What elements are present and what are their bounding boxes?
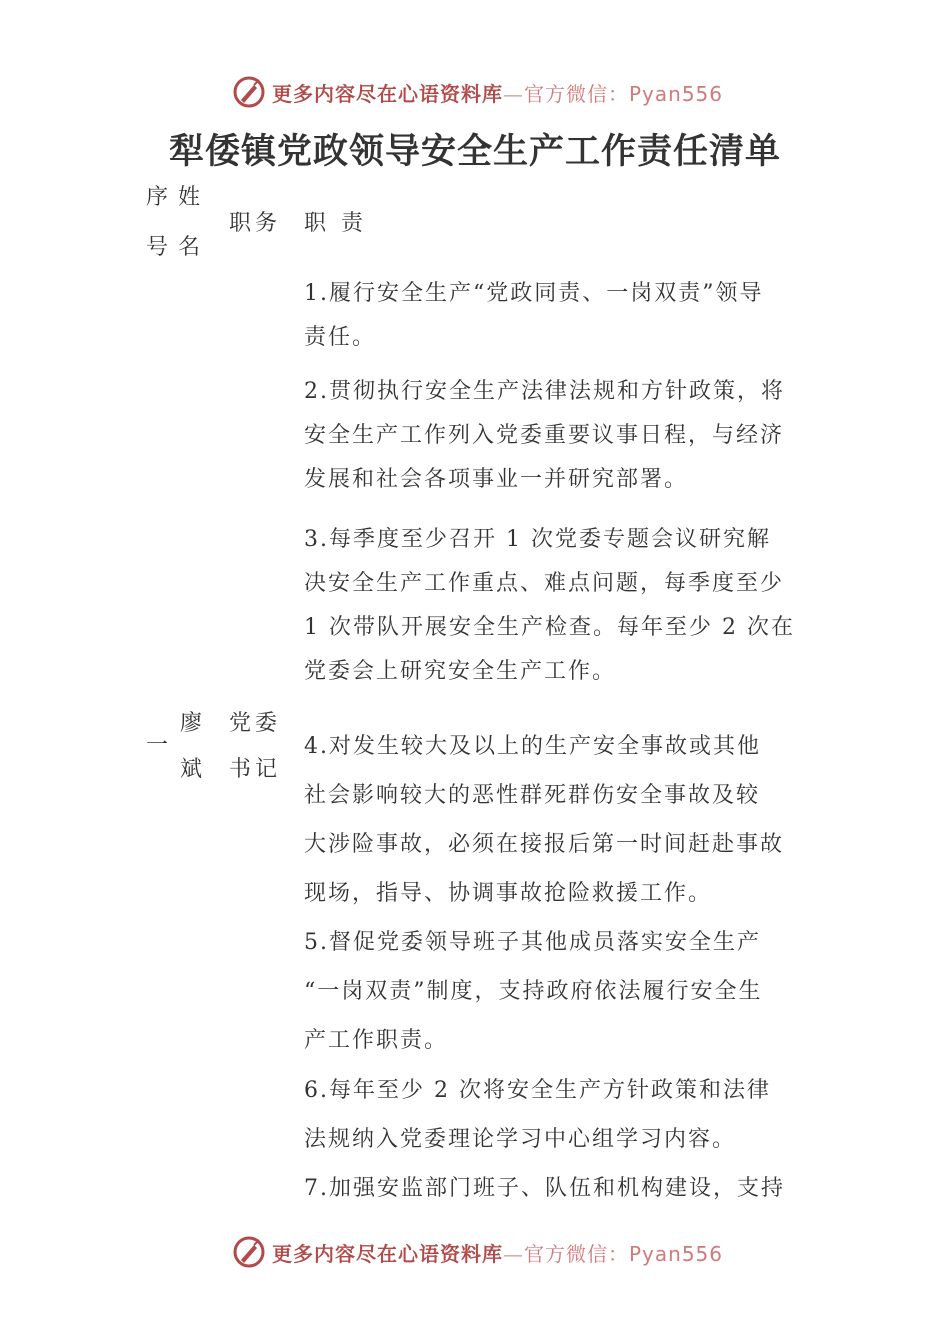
- watermark-contact: 官方微信：Pyan556: [524, 81, 724, 106]
- duty-7-line-1: 7.加强安监部门班子、队伍和机构建设，支持: [304, 1176, 785, 1201]
- header-name-bottom: 名: [178, 235, 205, 260]
- duty-6-line-2: 法规纳入党委理论学习中心组学习内容。: [304, 1127, 737, 1152]
- duty-item-2: [304, 370, 824, 502]
- duty-1-line-2: 责任。: [304, 325, 377, 350]
- pen-logo-icon: [232, 75, 266, 109]
- watermark-text: [272, 78, 723, 107]
- duty-item-1: [304, 272, 824, 360]
- duty-4-line-1: 4.对发生较大及以上的生产安全事故或其他: [304, 734, 761, 759]
- row-position-bottom: 书记: [229, 757, 282, 782]
- duty-5-line-3: 产工作职责。: [304, 1028, 449, 1053]
- duty-4-line-3: 大涉险事故，必须在接报后第一时间赶赴事故: [304, 832, 785, 857]
- watermark-separator: —: [503, 81, 524, 106]
- document-title: 犁倭镇党政领导安全生产工作责任清单: [168, 132, 781, 172]
- pen-logo-icon: [232, 1235, 266, 1269]
- duty-item-3: [304, 518, 824, 694]
- row-name-bottom: 斌: [180, 757, 207, 782]
- duty-5-line-2: “一岗双责”制度，支持政府依法履行安全生: [304, 979, 763, 1004]
- duty-2-line-2: 安全生产工作列入党委重要议事日程，与经济: [304, 423, 785, 448]
- duty-item-6: [304, 1066, 824, 1164]
- header-duties: 职 责: [304, 211, 367, 236]
- duty-4-line-2: 社会影响较大的恶性群死群伤安全事故及较: [304, 783, 761, 808]
- duty-item-5: [304, 918, 824, 1065]
- header-seq-bottom: 号: [146, 235, 173, 260]
- watermark-banner-bottom: [0, 1232, 950, 1272]
- duty-item-4: [304, 722, 824, 918]
- watermark-contact: 官方微信：Pyan556: [524, 1241, 724, 1266]
- duty-5-line-1: 5.督促党委领导班子其他成员落实安全生产: [304, 930, 761, 955]
- duty-2-line-1: 2.贯彻执行安全生产法律法规和方针政策，将: [304, 379, 785, 404]
- row-position-top: 党委: [229, 711, 282, 736]
- watermark-text: [272, 1238, 723, 1267]
- watermark-main-text: 更多内容尽在心语资料库: [272, 1241, 503, 1266]
- duty-1-line-1: 1.履行安全生产“党政同责、一岗双责”领导: [304, 281, 764, 306]
- duty-item-7: [304, 1164, 824, 1213]
- header-position: 职务: [229, 211, 282, 236]
- header-name-top: 姓: [178, 185, 205, 210]
- duty-3-line-3: 1 次带队开展安全生产检查。每年至少 2 次在: [304, 615, 795, 640]
- row-seq: 一: [146, 733, 173, 758]
- duty-3-line-4: 党委会上研究安全生产工作。: [304, 659, 617, 684]
- header-seq-top: 序: [146, 185, 173, 210]
- watermark-banner-top: [0, 72, 950, 112]
- duty-3-line-2: 决安全生产工作重点、难点问题，每季度至少: [304, 571, 785, 596]
- row-name-top: 廖: [180, 711, 207, 736]
- duty-3-line-1: 3.每季度至少召开 1 次党委专题会议研究解: [304, 527, 771, 552]
- watermark-main-text: 更多内容尽在心语资料库: [272, 81, 503, 106]
- duty-4-line-4: 现场，指导、协调事故抢险救援工作。: [304, 881, 713, 906]
- duty-6-line-1: 6.每年至少 2 次将安全生产方针政策和法律: [304, 1078, 771, 1103]
- duty-2-line-3: 发展和社会各项事业一并研究部署。: [304, 467, 689, 492]
- watermark-separator: —: [503, 1241, 524, 1266]
